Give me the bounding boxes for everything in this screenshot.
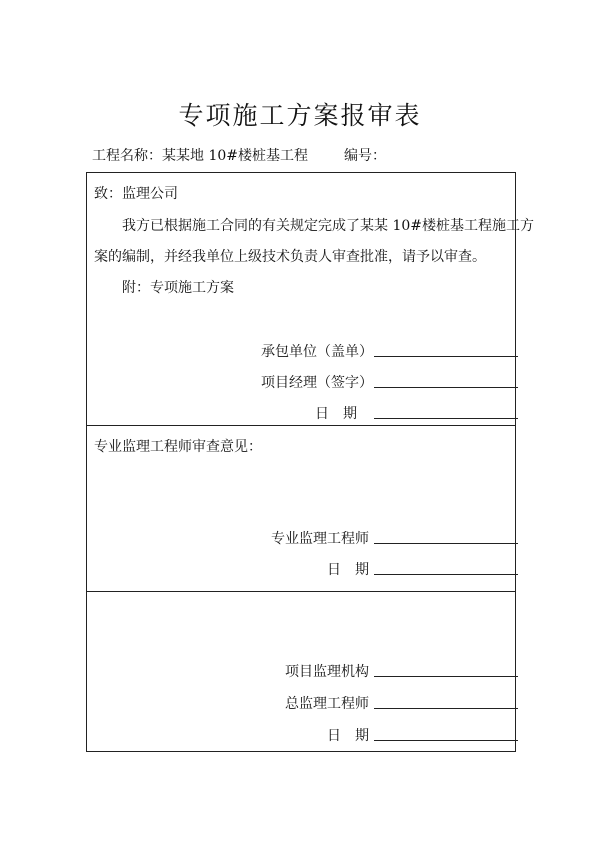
manager-label: 项目经理（签字）	[261, 375, 373, 391]
engineer-label: 专业监理工程师	[271, 531, 369, 547]
project-name: 工程名称：某某地 10#楼桩基工程	[92, 148, 308, 164]
engineer-signature-line[interactable]	[374, 543, 518, 544]
manager-signature-line[interactable]	[374, 387, 518, 388]
date-line[interactable]	[374, 574, 518, 575]
body-line-2: 案的编制，并经我单位上级技术负责人审查批准，请予以审查。	[94, 249, 486, 265]
opinion-label: 专业监理工程师审查意见：	[94, 439, 262, 455]
engineer-section	[87, 426, 515, 592]
addressee: 致：监理公司	[94, 186, 178, 202]
approval-form	[86, 172, 534, 752]
date-label: 日 期	[327, 562, 369, 578]
chief-signature-line[interactable]	[374, 708, 518, 709]
date-label: 日 期	[315, 406, 357, 422]
date-line[interactable]	[374, 418, 518, 419]
date-line[interactable]	[374, 740, 518, 741]
date-label: 日 期	[327, 728, 369, 744]
page-title: 专项施工方案报审表	[178, 101, 422, 130]
agency-signature-line[interactable]	[374, 676, 518, 677]
contractor-signature-line[interactable]	[374, 356, 518, 357]
number-label: 编号：	[344, 148, 386, 164]
agency-label: 项目监理机构	[285, 664, 369, 680]
attachment: 附：专项施工方案	[122, 280, 234, 296]
contractor-section	[87, 173, 534, 426]
contractor-label: 承包单位（盖单）	[261, 344, 373, 360]
supervision-section	[87, 592, 515, 751]
body-line-1: 我方已根据施工合同的有关规定完成了某某 10#楼桩基工程施工方	[122, 218, 534, 234]
chief-engineer-label: 总监理工程师	[285, 696, 369, 712]
